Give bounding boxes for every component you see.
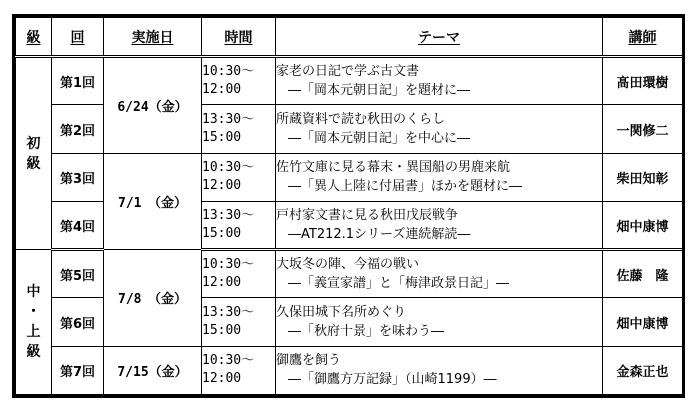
theme-title: 大坂冬の陣、今福の戦い xyxy=(276,257,420,273)
date-cell: 7/15（金） xyxy=(104,346,202,394)
time-cell: 13:30～ 15:00 xyxy=(202,298,276,346)
theme-subtitle: ―「御鷹方万記録」（山崎1199）― xyxy=(288,372,497,388)
session-cell: 第2回 xyxy=(52,105,104,153)
theme-cell xyxy=(276,346,603,394)
lecturer-cell: 畑中康博 xyxy=(603,201,683,249)
lecturer-cell: 髙田環樹 xyxy=(603,57,683,105)
header-date: 実施日 xyxy=(104,18,202,57)
session-cell: 第4回 xyxy=(52,201,104,249)
table-row xyxy=(16,250,683,298)
table-row xyxy=(16,153,683,201)
theme-title: 戸村家文書に見る秋田戊辰戦争 xyxy=(276,208,459,224)
level-intermediate-advanced: 中 ・ 上 級 xyxy=(16,250,52,395)
time-cell: 13:30～ 15:00 xyxy=(202,201,276,249)
level-beginner: 初 級 xyxy=(16,57,52,250)
session-cell: 第3回 xyxy=(52,153,104,201)
time-cell: 10:30～ 12:00 xyxy=(202,250,276,298)
lecturer-cell: 佐藤 隆 xyxy=(603,250,683,298)
time-cell: 10:30～ 12:00 xyxy=(202,153,276,201)
theme-subtitle: ―「義宣家譜」と「梅津政景日記」― xyxy=(288,276,510,292)
table-row xyxy=(16,346,683,394)
lecturer-cell: 柴田知彰 xyxy=(603,153,683,201)
theme-title: 所蔵資料で読む秋田のくらし xyxy=(276,112,446,128)
theme-cell xyxy=(276,153,603,201)
session-cell: 第5回 xyxy=(52,250,104,298)
session-cell: 第7回 xyxy=(52,346,104,394)
time-cell: 10:30～ 12:00 xyxy=(202,346,276,394)
theme-title: 久保田城下名所めぐり xyxy=(276,305,407,321)
theme-title: 佐竹文庫に見る幕末・異国船の男鹿来航 xyxy=(276,160,511,176)
table-row xyxy=(16,57,683,105)
header-theme: テーマ xyxy=(276,18,603,57)
theme-subtitle: ―「岡本元朝日記」を中心に― xyxy=(288,131,471,147)
theme-cell xyxy=(276,298,603,346)
date-cell: 7/1 （金） xyxy=(104,153,202,250)
theme-subtitle: ―「異人上陸に付届書」ほかを題材に― xyxy=(288,179,523,195)
theme-cell xyxy=(276,105,603,153)
lecturer-cell: 金森正也 xyxy=(603,346,683,394)
theme-title: 御鷹を飼う xyxy=(276,353,342,369)
theme-cell xyxy=(276,201,603,249)
session-cell: 第6回 xyxy=(52,298,104,346)
theme-title: 家老の日記で学ぶ古文書 xyxy=(276,64,420,80)
lecturer-cell: 畑中康博 xyxy=(603,298,683,346)
date-cell: 6/24（金） xyxy=(104,57,202,154)
session-cell: 第1回 xyxy=(52,57,104,105)
theme-cell xyxy=(276,250,603,298)
date-cell: 7/8 （金） xyxy=(104,250,202,347)
theme-cell xyxy=(276,57,603,105)
lecturer-cell: 一関修二 xyxy=(603,105,683,153)
header-lecturer: 講師 xyxy=(603,18,683,57)
theme-subtitle: ―AT212.1シリーズ連続解読― xyxy=(288,227,471,243)
header-session: 回 xyxy=(52,18,104,57)
time-cell: 10:30～ 12:00 xyxy=(202,57,276,105)
theme-subtitle: ―「岡本元朝日記」を題材に― xyxy=(288,83,471,99)
table-header-row xyxy=(16,18,683,57)
schedule-table xyxy=(15,17,683,395)
theme-subtitle: ―「秋府十景」を味わう― xyxy=(288,324,445,340)
header-time: 時間 xyxy=(202,18,276,57)
time-cell: 13:30～ 15:00 xyxy=(202,105,276,153)
header-level: 級 xyxy=(16,18,52,57)
